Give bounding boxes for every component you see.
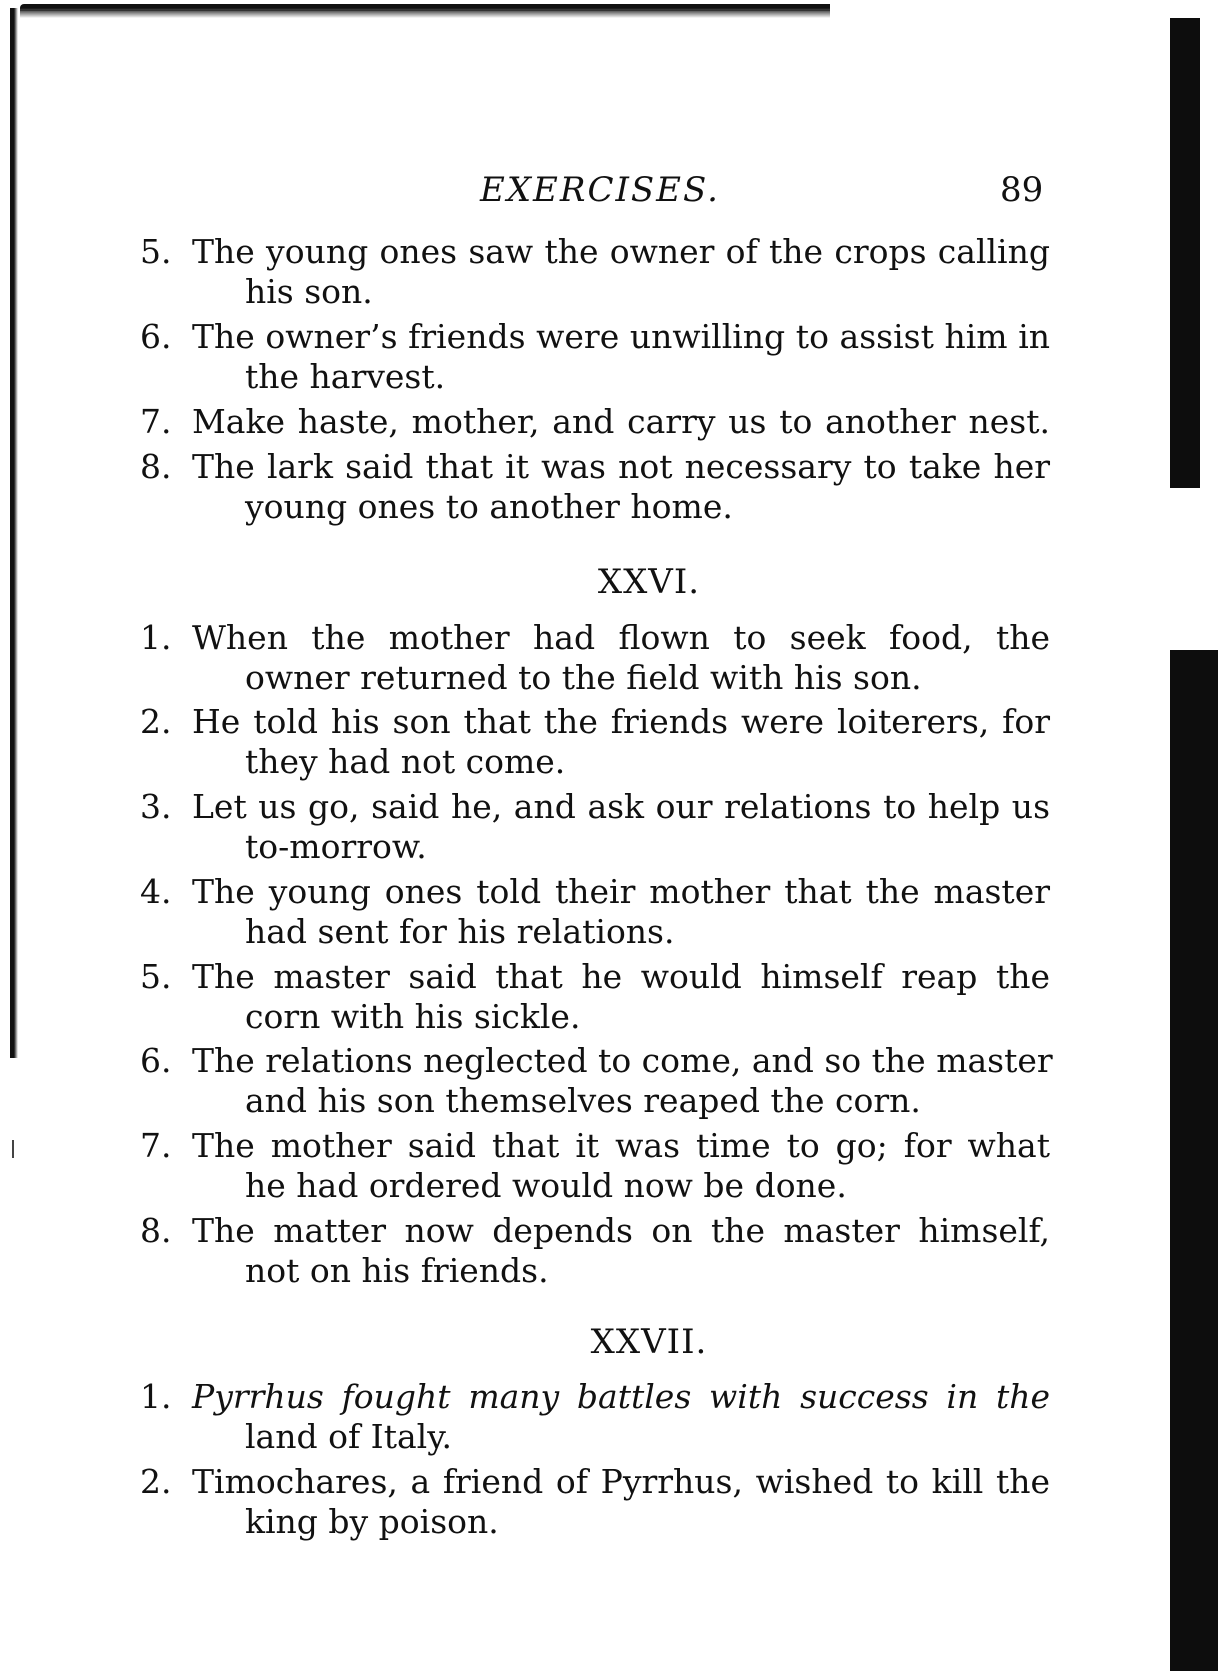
- item-text-continued: he had ordered would now be done.: [245, 1166, 847, 1205]
- item-number: 6.: [140, 317, 172, 356]
- item-number: 4.: [140, 872, 172, 911]
- item-text: The master said that he would himself reap the: [192, 957, 1050, 996]
- section-title: XXVII.: [590, 1322, 708, 1362]
- item-text-continued: and his son themselves reaped the corn.: [245, 1081, 921, 1120]
- page-number: 89: [1000, 170, 1044, 210]
- scan-edge-top-line: [20, 10, 830, 11]
- item-text: The matter now depends on the master himself,: [192, 1211, 1050, 1250]
- scan-edge-top: [20, 4, 830, 18]
- item-number: 8.: [140, 447, 172, 486]
- item-number: 5.: [140, 232, 172, 271]
- item-number: 8.: [140, 1211, 172, 1250]
- item-number: 1.: [140, 618, 172, 657]
- list-item: [140, 402, 1050, 442]
- item-number: 7.: [140, 402, 172, 441]
- item-text-continued: young ones to another home.: [245, 487, 733, 526]
- item-number: 6.: [140, 1041, 172, 1080]
- item-text: The young ones saw the owner of the crops calling: [192, 232, 1050, 271]
- scan-edge-left-tick: [12, 1140, 14, 1158]
- item-number: 2.: [140, 1462, 172, 1501]
- list-item: [140, 1041, 1053, 1121]
- item-text-continued: land of Italy.: [245, 1417, 452, 1456]
- item-text-continued: had sent for his relations.: [245, 912, 675, 951]
- list-item: [140, 702, 1050, 782]
- list-item: [140, 447, 1050, 527]
- list-item: [140, 1377, 1050, 1457]
- list-item: [140, 618, 1050, 698]
- list-item: [140, 317, 1050, 397]
- list-item: [140, 957, 1050, 1037]
- item-text: The owner’s friends were unwilling to assist him in: [192, 317, 1050, 356]
- list-item: [140, 872, 1050, 952]
- item-text: Pyrrhus fought many battles with success in the: [192, 1377, 1050, 1416]
- list-item: [140, 787, 1050, 867]
- item-text-continued: owner returned to the field with his son.: [245, 658, 922, 697]
- item-text-continued: they had not come.: [245, 742, 566, 781]
- list-item: [140, 1126, 1050, 1206]
- item-text: The lark said that it was not necessary to take her: [192, 447, 1050, 486]
- item-text: The young ones told their mother that the master: [192, 872, 1050, 911]
- item-text: Timochares, a friend of Pyrrhus, wished to kill the: [192, 1462, 1050, 1501]
- item-text-continued: king by poison.: [245, 1502, 499, 1541]
- item-text: When the mother had flown to seek food, the: [192, 618, 1050, 657]
- item-text: He told his son that the friends were loiterers, for: [192, 702, 1050, 741]
- item-text-continued: the harvest.: [245, 357, 446, 396]
- item-text: The relations neglected to come, and so the master: [192, 1041, 1053, 1080]
- list-item: [140, 1211, 1050, 1291]
- list-item: [140, 232, 1050, 312]
- item-text: Make haste, mother, and carry us to another nest.: [192, 402, 1050, 441]
- item-text: The mother said that it was time to go; for what: [192, 1126, 1050, 1165]
- section-title: XXVI.: [597, 562, 701, 602]
- item-number: 2.: [140, 702, 172, 741]
- scan-edge-right-bottom: [1170, 650, 1218, 1671]
- item-text-continued: corn with his sickle.: [245, 997, 581, 1036]
- item-number: 5.: [140, 957, 172, 996]
- item-text-continued: not on his friends.: [245, 1251, 549, 1290]
- item-text: Let us go, said he, and ask our relations to help us: [192, 787, 1050, 826]
- item-number: 3.: [140, 787, 172, 826]
- item-text-continued: his son.: [245, 272, 373, 311]
- running-head: EXERCISES.: [480, 170, 720, 210]
- item-number: 7.: [140, 1126, 172, 1165]
- item-number: 1.: [140, 1377, 172, 1416]
- list-item: [140, 1462, 1050, 1542]
- scan-edge-right-top: [1170, 18, 1200, 488]
- item-text-continued: to-morrow.: [245, 827, 427, 866]
- scan-edge-left: [10, 8, 18, 1058]
